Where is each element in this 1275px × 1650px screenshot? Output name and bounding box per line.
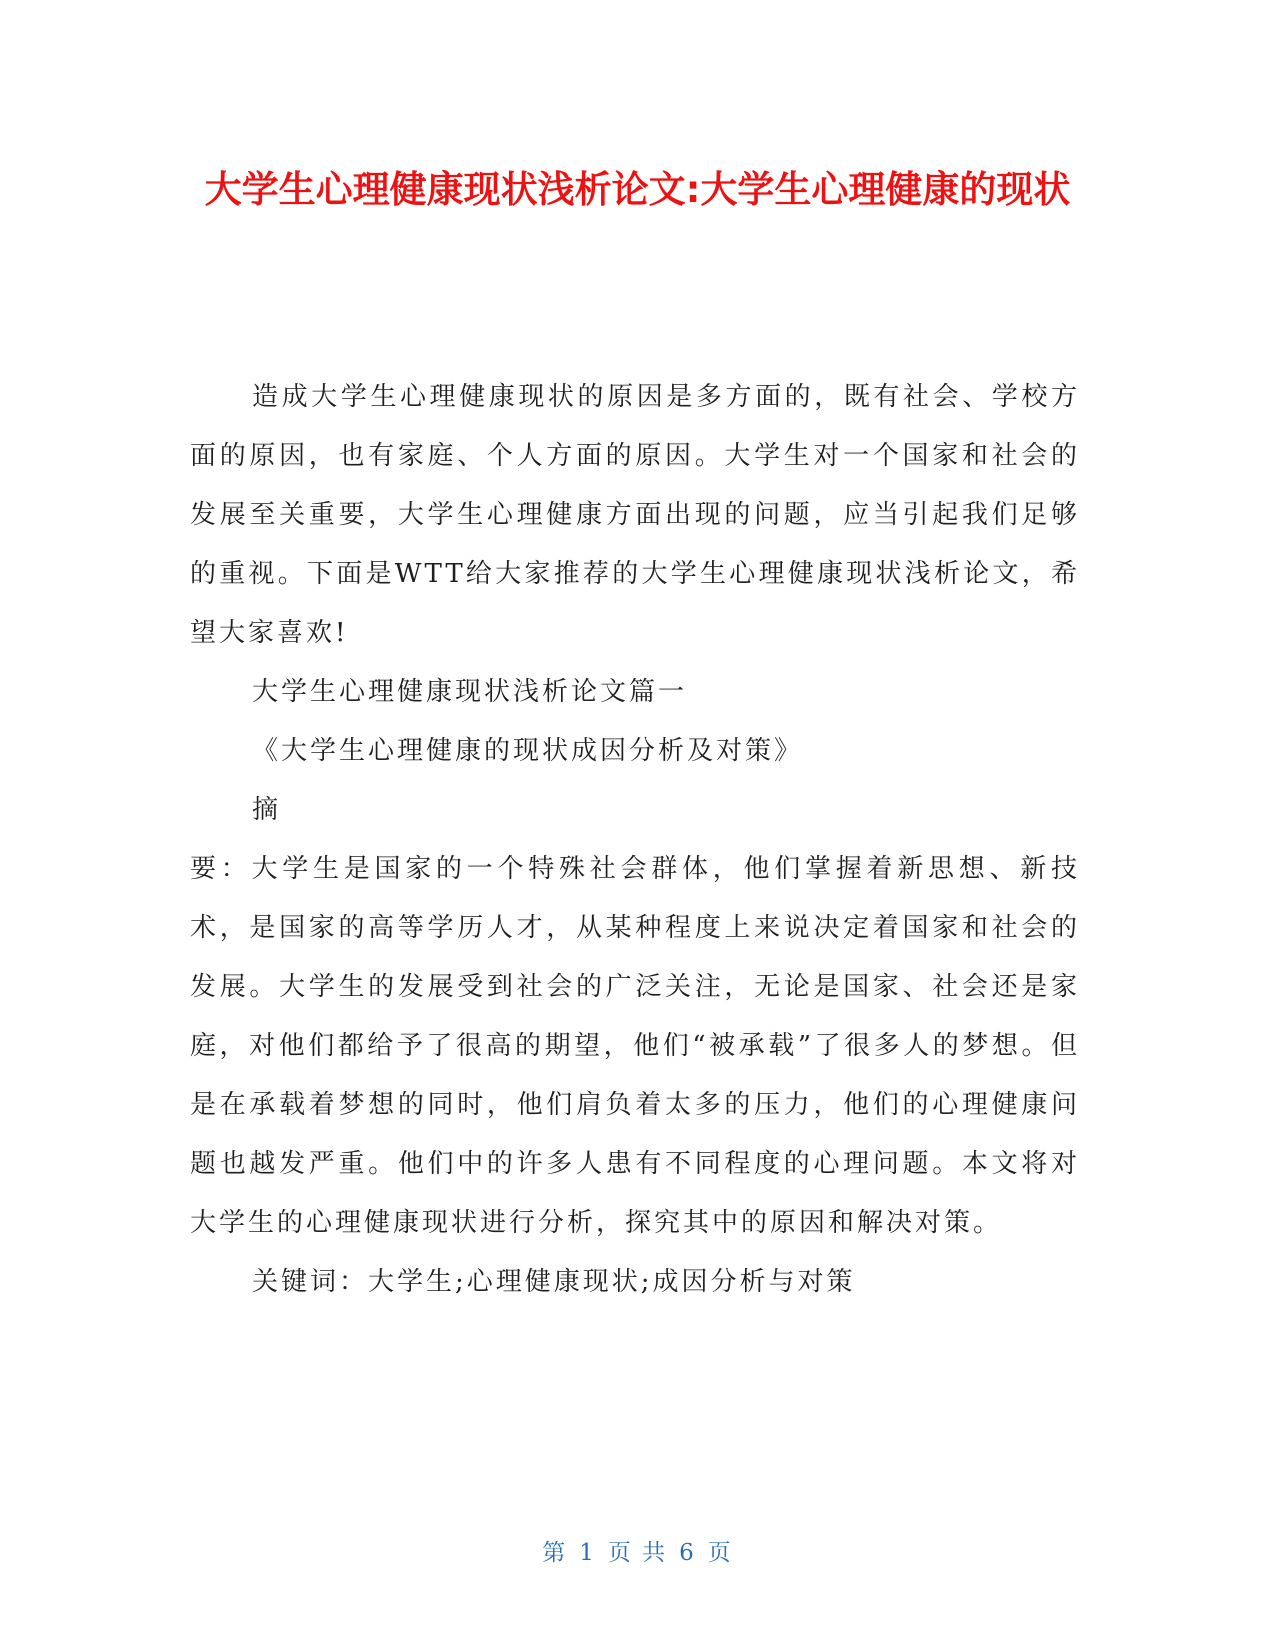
- page-footer: [0, 1534, 1275, 1567]
- document-title: 大学生心理健康现状浅析论文:大学生心理健康的现状: [204, 168, 1071, 211]
- page-current: 1: [579, 1540, 596, 1566]
- page-suffix: 页: [707, 1540, 733, 1566]
- page-middle: 页 共: [607, 1540, 668, 1566]
- article-title: 《大学生心理健康的现状成因分析及对策》: [252, 736, 804, 766]
- abstract-paragraph: 要：大学生是国家的一个特殊社会群体，他们掌握着新思想、新技术，是国家的高等学历人才，从某种程度上来说决定着国家和社会的发展。大学生的发展受到社会的广泛关注，无论是国家、社会还是家庭，对他们都给予了很高的期望，他们“被承载”了很多人的梦想。但是在承载着梦想的同时，他们肩负着太多的压力，他们的心理健康问题也越发严重。他们中的许多人患有不同程度的心理问题。本文将对大学生的心理健康现状进行分析，探究其中的原因和解决对策。: [190, 854, 1080, 1238]
- keywords-line: 关键词：大学生;心理健康现状;成因分析与对策: [252, 1267, 856, 1297]
- intro-paragraph: 造成大学生心理健康现状的原因是多方面的，既有社会、学校方面的原因，也有家庭、个人方面的原因。大学生对一个国家和社会的发展至关重要，大学生心理健康方面出现的问题，应当引起我们足够的重视。下面是WTT给大家推荐的大学生心理健康现状浅析论文，希望大家喜欢!: [190, 382, 1080, 648]
- page-total: 6: [679, 1540, 696, 1566]
- article-heading: 大学生心理健康现状浅析论文篇一: [252, 677, 688, 707]
- page-prefix: 第: [542, 1540, 568, 1566]
- abstract-label: 摘: [252, 795, 282, 825]
- document-body: [190, 368, 1080, 1312]
